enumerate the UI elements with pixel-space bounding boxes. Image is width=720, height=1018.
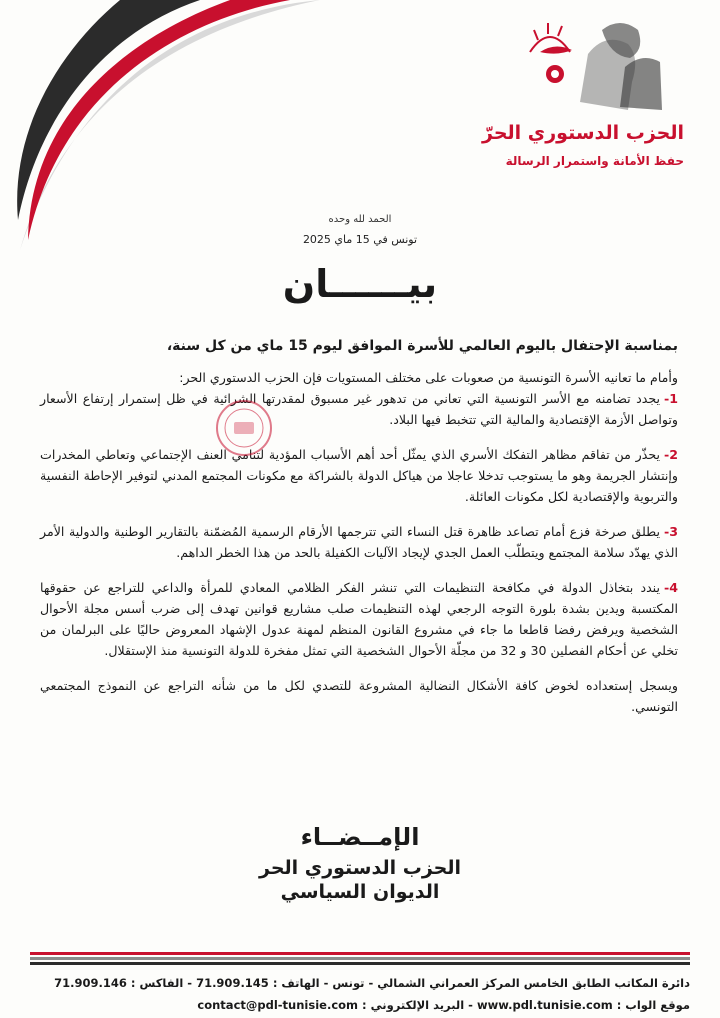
item-number: 1-: [664, 391, 678, 406]
signature-party: الحزب الدستوري الحر: [259, 857, 461, 879]
statement-item-3: [40, 521, 678, 563]
signature-office: الديوان السياسي: [280, 881, 440, 903]
item-text: يحذّر من تفاقم مظاهر التفكك الأسري الذي يمثّل أحد أهم الأسباب المؤدية لتنامي العنف الإجتماعي وتعاطي المخدرات وإنتشار الجريمة وهو ما يستوجب تدخلا عاجلا من هياكل الدولة بالشراكة مع مكونات المجتمع المدني لتوفير الإحاطة النفسية والتربوية والإقتصادية لكل مكونات العائلة.: [40, 447, 678, 504]
closing-paragraph: ويسجل إستعداده لخوض كافة الأشكال النضالية المشروعة للتصدي لكل ما من شأنه التراجع عن النموذج المجتمعي التونسي.: [40, 678, 678, 714]
opening-phrase: الحمد لله وحده: [328, 214, 392, 225]
statement-body: [40, 336, 678, 717]
document-title: بيــــــان: [282, 262, 438, 306]
document-date: تونس في 15 ماي 2025: [302, 233, 418, 246]
item-text: يطلق صرخة فزع أمام تصاعد ظاهرة قتل النساء التي تترجمها الأرقام الرسمية المُضمّنة بالتقارير الوطنية والدولية الأمر الذي يهدّد سلامة المجتمع ويتطلّب العمل الجدي لإيجاد الآليات الكفيلة بالحد من هذا الخطر الداهم.: [40, 524, 678, 560]
signature-block: [0, 823, 720, 903]
party-name: الحزب الدستوري الحرّ: [482, 122, 684, 144]
item-number: 3-: [664, 524, 678, 539]
signature-label: الإمــضــاء: [300, 823, 420, 851]
item-text: يندد بتخاذل الدولة في مكافحة التنظيمات التي تنشر الفكر الظلامي المعادي للمرأة والداعي للتراجع عن حقوقها المكتسبة ويدين بشدة بلورة التوجه الرجعي لهذه التنظيمات صلب مشاريع قوانين تهدف إلى ضرب أسس مجلة الأحوال الشخصية ويرفض رفضا قاطعا ما جاء في مشروع القانون المنظم لمهنة عدول الإشهاد المعروض حاليًا على البرلمان من تخلي عن أحكام الفصلين 30 و 32 من مجلّة الأحوال الشخصية التي تمثل مفخرة للدولة التونسية منذ الإستقلال.: [40, 580, 678, 658]
logo-emblem-icon: [510, 12, 680, 117]
footer-web-email: موقع الواب : www.pdl.tunisie.com - البريد الإلكتروني : contact@pdl-tunisie.com: [197, 998, 690, 1012]
party-stamp-seal: [214, 398, 274, 458]
footer-address: دائرة المكاتب الطابق الخامس المركز العمراني الشمالي - تونس - الهاتف : 71.909.145 - الفاكس : 71.909.146: [54, 976, 690, 990]
occasion-line: بمناسبة الإحتفال باليوم العالمي للأسرة الموافق ليوم 15 ماي من كل سنة،: [166, 338, 678, 354]
item-text: يجدد تضامنه مع الأسر التونسية التي تعاني من تدهور غير مسبوق لمقدرتها الشرائية في ظل إستمرار إرتفاع الأسعار وتواصل الأزمة الإقتصادية والمالية التي تتخبط فيها البلاد.: [40, 391, 678, 427]
statement-item-4: [40, 577, 678, 661]
party-logo: [482, 12, 690, 182]
item-number: 2-: [664, 447, 678, 462]
intro-paragraph: وأمام ما تعانيه الأسرة التونسية من صعوبات على مختلف المستويات فإن الحزب الدستوري الحر:: [179, 370, 678, 385]
item-number: 4-: [664, 580, 678, 595]
party-slogan: حفظ الأمانة واستمرار الرسالة: [505, 154, 684, 168]
statement-item-2: [40, 444, 678, 507]
footer-divider: [30, 952, 690, 966]
header-swoosh-graphic: [0, 0, 320, 270]
footer-contact: [30, 972, 690, 1016]
statement-item-1: [40, 388, 678, 430]
